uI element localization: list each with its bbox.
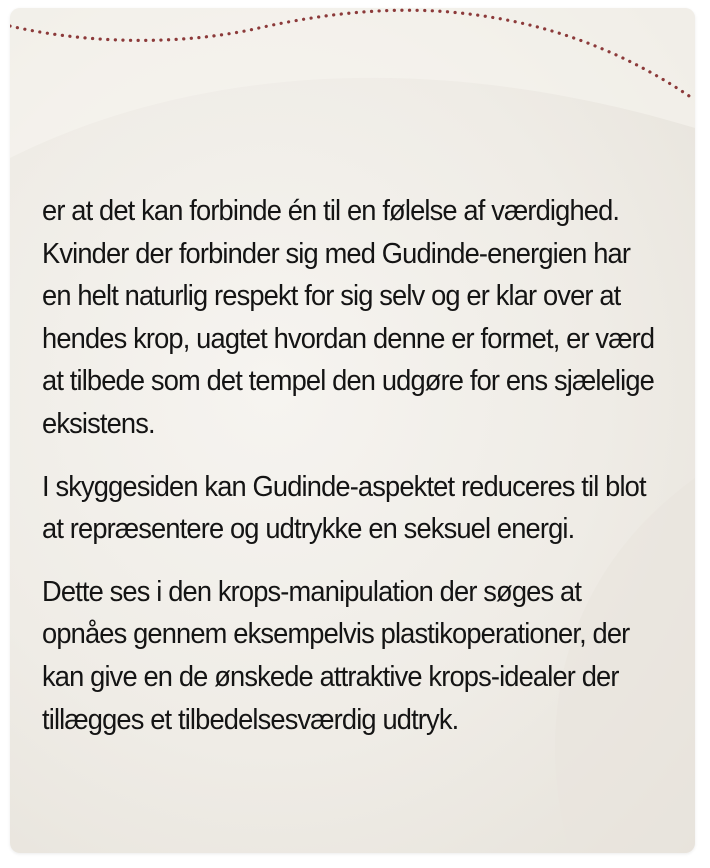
text-line: at tilbede som det tempel den udgøre for ens sjælelige [42, 365, 654, 398]
paragraph-3 [42, 571, 653, 741]
text-line: I skyggesiden kan Gudinde-aspektet reduceres til blot [42, 470, 646, 503]
text-line: er at det kan forbinde én til en følelse af værdighed. [42, 195, 620, 227]
text-line: hendes krop, uagtet hvordan denne er formet, er værd [42, 322, 655, 355]
text-line: kan give en de ønskede attraktive krops-idealer der [42, 660, 619, 693]
text-line: eksistens. [42, 407, 155, 440]
paragraph-1 [42, 190, 653, 446]
text-line: opnåes gennem eksempelvis plastikoperationer, der [42, 618, 630, 651]
text-line: Dette ses i den krops-manipulation der søges at [42, 575, 582, 608]
body-text [42, 190, 653, 761]
text-line: at repræsentere og udtrykke en seksuel energi. [42, 513, 575, 546]
text-line: en helt naturlig respekt for sig selv og er klar over at [42, 280, 621, 313]
paragraph-2 [42, 466, 653, 551]
text-line: Kvinder der forbinder sig med Gudinde-energien har [42, 237, 631, 270]
text-card [10, 8, 695, 853]
text-line: tillægges et tilbedelsesværdig udtryk. [42, 703, 459, 736]
